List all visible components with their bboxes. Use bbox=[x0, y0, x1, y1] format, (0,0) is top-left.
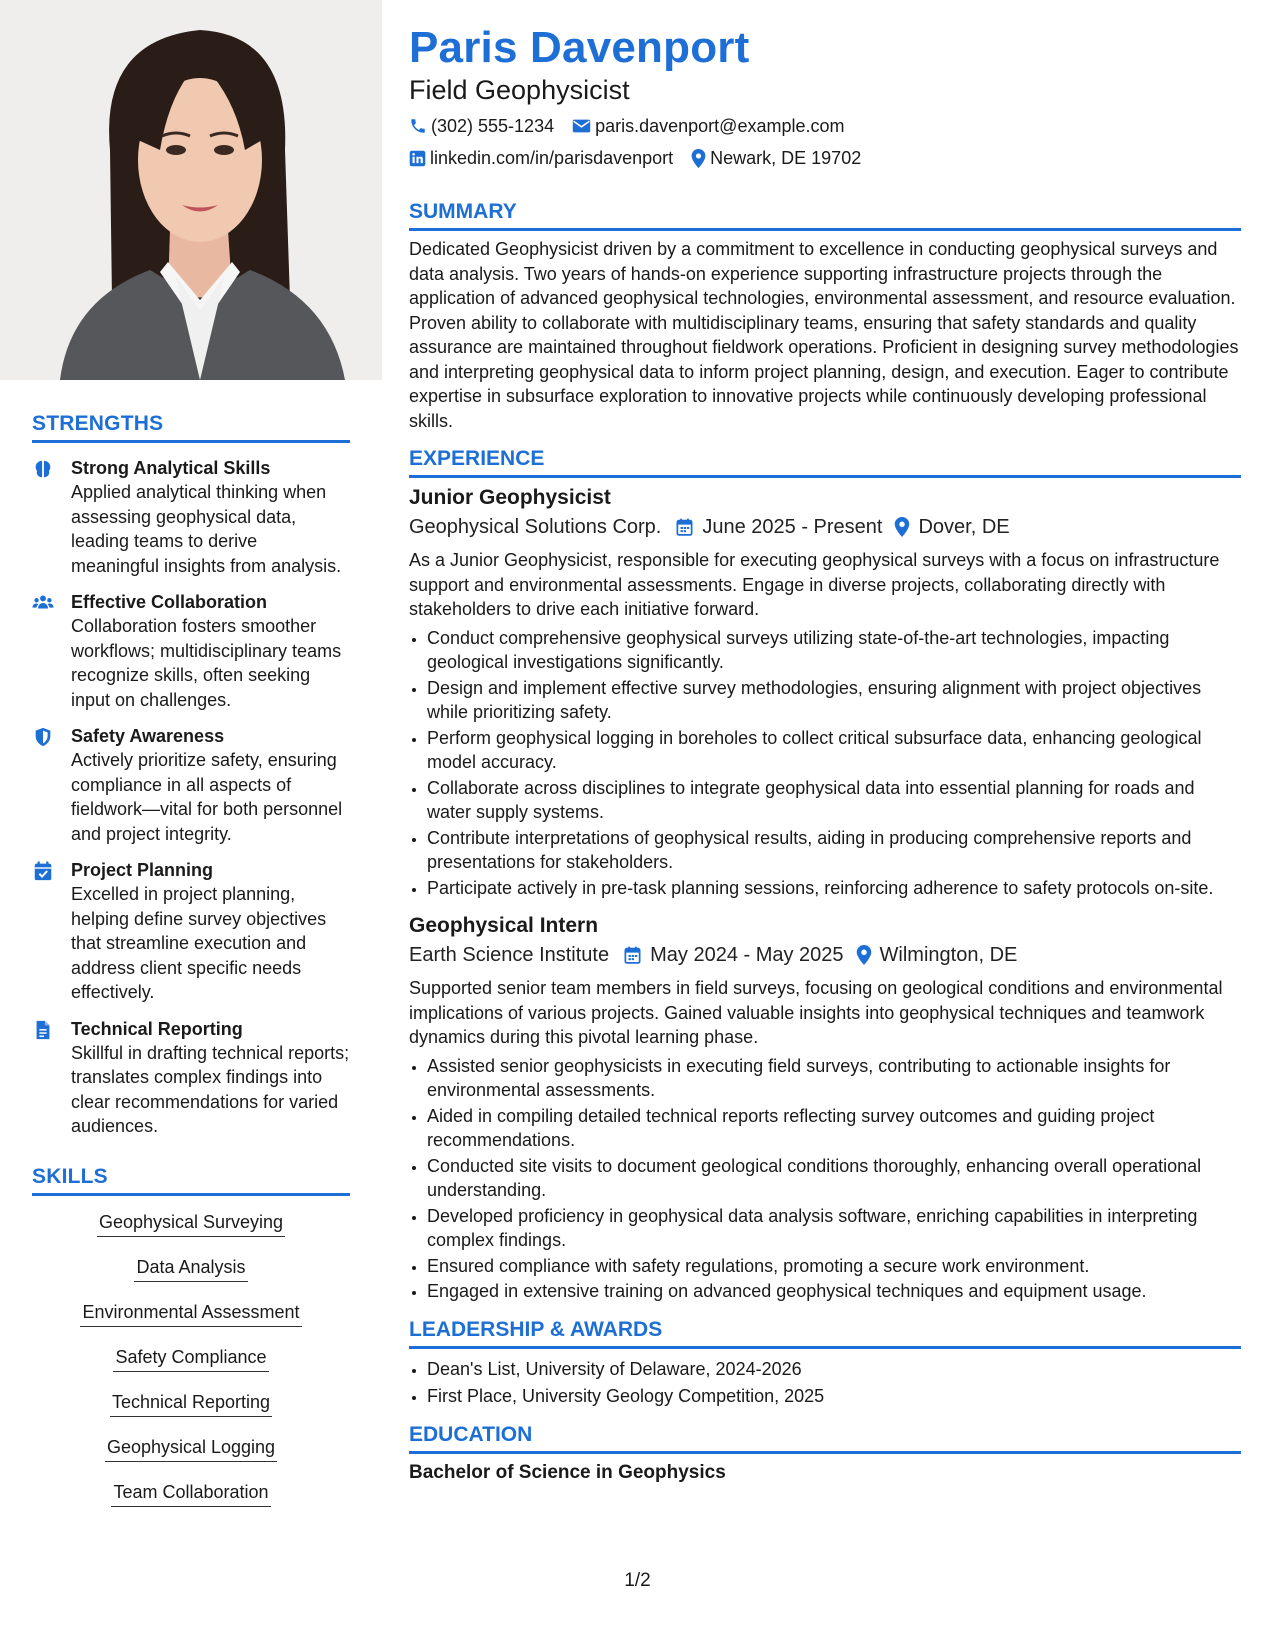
location-contact bbox=[691, 142, 861, 174]
calendar-icon bbox=[675, 517, 694, 537]
email-contact[interactable] bbox=[572, 110, 844, 142]
contact-row-2 bbox=[409, 142, 1241, 174]
degree-title: Bachelor of Science in Geophysics bbox=[409, 1461, 726, 1483]
phone-contact[interactable] bbox=[409, 110, 554, 142]
strength-desc: Actively prioritize safety, ensuring compliance in all aspects of fieldwork—vital for both personnel and project integrity. bbox=[71, 750, 343, 844]
skills-list bbox=[32, 1210, 350, 1525]
users-icon bbox=[32, 592, 54, 614]
strength-desc: Applied analytical thinking when assessing geophysical data, leading teams to derive meaningful insights from analysis. bbox=[71, 482, 342, 576]
strengths-list bbox=[32, 457, 350, 1139]
skills-heading: SKILLS bbox=[32, 1165, 350, 1196]
skill-item: Environmental Assessment bbox=[80, 1300, 301, 1327]
document-icon bbox=[32, 1019, 54, 1041]
skill-item: Data Analysis bbox=[134, 1255, 247, 1282]
calendar-icon bbox=[623, 945, 642, 965]
job-bullet: • Participate actively in pre-task planning sessions, reinforcing adherence to safety protocols on-site. bbox=[427, 876, 1241, 901]
main-content bbox=[409, 22, 1241, 1486]
award-item: • First Place, University Geology Competition, 2025 bbox=[427, 1384, 1241, 1409]
job-title: Junior Geophysicist bbox=[409, 486, 611, 509]
job-bullet: • Ensured compliance with safety regulations, promoting a secure work environment. bbox=[427, 1254, 1241, 1279]
strength-item bbox=[32, 725, 350, 846]
job-bullet: • Aided in compiling detailed technical reports reflecting survey outcomes and guiding project recommendations. bbox=[427, 1104, 1241, 1153]
strength-title: Safety Awareness bbox=[71, 726, 225, 746]
job-entry bbox=[409, 484, 1241, 900]
strength-title: Strong Analytical Skills bbox=[71, 458, 271, 478]
skill-item: Geophysical Logging bbox=[105, 1435, 277, 1462]
map-pin-icon bbox=[894, 517, 910, 537]
summary-heading: SUMMARY bbox=[409, 200, 1241, 231]
job-bullets bbox=[409, 626, 1241, 901]
job-entry bbox=[409, 912, 1241, 1304]
leadership-list bbox=[409, 1357, 1241, 1409]
phone-text: (302) 555-1234 bbox=[431, 116, 555, 136]
skill-item: Geophysical Surveying bbox=[97, 1210, 285, 1237]
job-location-text: Wilmington, DE bbox=[879, 944, 1018, 966]
job-bullet: • Conduct comprehensive geophysical surveys utilizing state-of-the-art technologies, impacting geological investigations significantly. bbox=[427, 626, 1241, 675]
brain-icon bbox=[32, 458, 54, 480]
summary-text: Dedicated Geophysicist driven by a commitment to excellence in conducting geophysical surveys and data analysis. Two years of hands-on experience supporting infrastructure projects through the application of advanced geophysical technologies, environmental assessment, and resource evaluation. Proven ability to collaborate with multidisciplinary teams, ensuring that safety standards and quality assurance are maintained throughout fieldwork operations. Proficient in designing survey methodologies and interpreting geophysical data to inform project planning, design, and execution. Eager to contribute expertise in subsurface exploration to innovative projects while continuously developing professional skills. bbox=[409, 239, 1239, 431]
job-dates-text: June 2025 - Present bbox=[702, 516, 883, 538]
left-content bbox=[32, 412, 350, 1525]
strength-item bbox=[32, 859, 350, 1005]
job-location bbox=[894, 512, 1009, 542]
strength-item bbox=[32, 457, 350, 578]
strength-desc: Skillful in drafting technical reports; translates complex findings into clear recommendations for varied audiences. bbox=[71, 1042, 350, 1136]
job-company: Earth Science Institute bbox=[409, 944, 610, 966]
strength-item bbox=[32, 1018, 350, 1139]
contact-row bbox=[409, 110, 1241, 142]
phone-icon bbox=[409, 117, 427, 135]
map-pin-icon bbox=[691, 149, 706, 168]
experience-heading: EXPERIENCE bbox=[409, 447, 1241, 478]
leadership-heading: LEADERSHIP & AWARDS bbox=[409, 1318, 1241, 1349]
left-column bbox=[0, 0, 382, 1650]
profile-photo bbox=[0, 0, 382, 380]
job-dates bbox=[623, 940, 843, 970]
job-meta bbox=[409, 512, 1241, 542]
strength-title: Effective Collaboration bbox=[71, 592, 268, 612]
calendar-check-icon bbox=[32, 860, 54, 882]
job-bullet: • Perform geophysical logging in boreholes to collect critical subsurface data, enhancing geological model accuracy. bbox=[427, 726, 1241, 775]
strength-desc: Collaboration fosters smoother workflows; multidisciplinary teams recognize skills, often seeking input on challenges. bbox=[71, 616, 342, 710]
linkedin-contact[interactable] bbox=[409, 142, 673, 174]
job-bullet: • Developed proficiency in geophysical data analysis software, enriching capabilities in interpreting complex findings. bbox=[427, 1204, 1241, 1253]
shield-icon bbox=[32, 726, 54, 748]
skill-item: Team Collaboration bbox=[111, 1480, 270, 1507]
job-dates-text: May 2024 - May 2025 bbox=[650, 944, 844, 966]
skill-item: Technical Reporting bbox=[110, 1390, 272, 1417]
map-pin-icon bbox=[856, 945, 872, 965]
job-bullet: • Contribute interpretations of geophysical results, aiding in producing comprehensive reports and presentations for stakeholders. bbox=[427, 826, 1241, 875]
job-location-text: Dover, DE bbox=[918, 516, 1010, 538]
candidate-name: Paris Davenport bbox=[409, 23, 750, 72]
job-dates bbox=[675, 512, 882, 542]
job-bullet: • Collaborate across disciplines to integrate geophysical data into essential planning for roads and water supply systems. bbox=[427, 776, 1241, 825]
job-bullet: • Assisted senior geophysicists in executing field surveys, contributing to actionable insights for environmental assessments. bbox=[427, 1054, 1241, 1103]
strength-title: Technical Reporting bbox=[71, 1018, 243, 1039]
job-description: As a Junior Geophysicist, responsible for executing geophysical surveys with a focus on infrastructure support and environmental assessments. Engage in diverse projects, collaborating directly with stakeholders to drive each initiative forward. bbox=[409, 550, 1220, 619]
job-meta bbox=[409, 940, 1241, 970]
skill-item: Safety Compliance bbox=[113, 1345, 268, 1372]
linkedin-icon bbox=[409, 150, 426, 167]
job-description: Supported senior team members in field surveys, focusing on geological conditions and environmental implications of various projects. Gained valuable insights into geophysical techniques and teamwork dynamics during this pivotal learning phase. bbox=[409, 978, 1223, 1047]
linkedin-text: linkedin.com/in/parisdavenport bbox=[430, 148, 674, 168]
job-location bbox=[856, 940, 1018, 970]
strength-item bbox=[32, 591, 350, 712]
job-bullet: • Design and implement effective survey methodologies, ensuring alignment with project objectives while prioritizing safety. bbox=[427, 676, 1241, 725]
candidate-title: Field Geophysicist bbox=[409, 75, 630, 105]
job-bullet: • Engaged in extensive training on advanced geophysical techniques and equipment usage. bbox=[427, 1279, 1241, 1304]
job-bullet: • Conducted site visits to document geological conditions thoroughly, enhancing overall operational understanding. bbox=[427, 1154, 1241, 1203]
strengths-heading: STRENGTHS bbox=[32, 412, 350, 443]
award-item: • Dean's List, University of Delaware, 2024-2026 bbox=[427, 1357, 1241, 1382]
strength-desc: Excelled in project planning, helping define survey objectives that streamline execution and address client specific needs effectively. bbox=[71, 884, 327, 1002]
job-title: Geophysical Intern bbox=[409, 914, 599, 937]
job-company: Geophysical Solutions Corp. bbox=[409, 516, 662, 538]
envelope-icon bbox=[572, 118, 591, 134]
education-heading: EDUCATION bbox=[409, 1423, 1241, 1454]
strength-title: Project Planning bbox=[71, 860, 214, 880]
email-text: paris.davenport@example.com bbox=[595, 116, 845, 136]
location-text: Newark, DE 19702 bbox=[710, 148, 862, 168]
page-number: 1/2 bbox=[624, 1570, 651, 1591]
job-bullets bbox=[409, 1054, 1241, 1304]
